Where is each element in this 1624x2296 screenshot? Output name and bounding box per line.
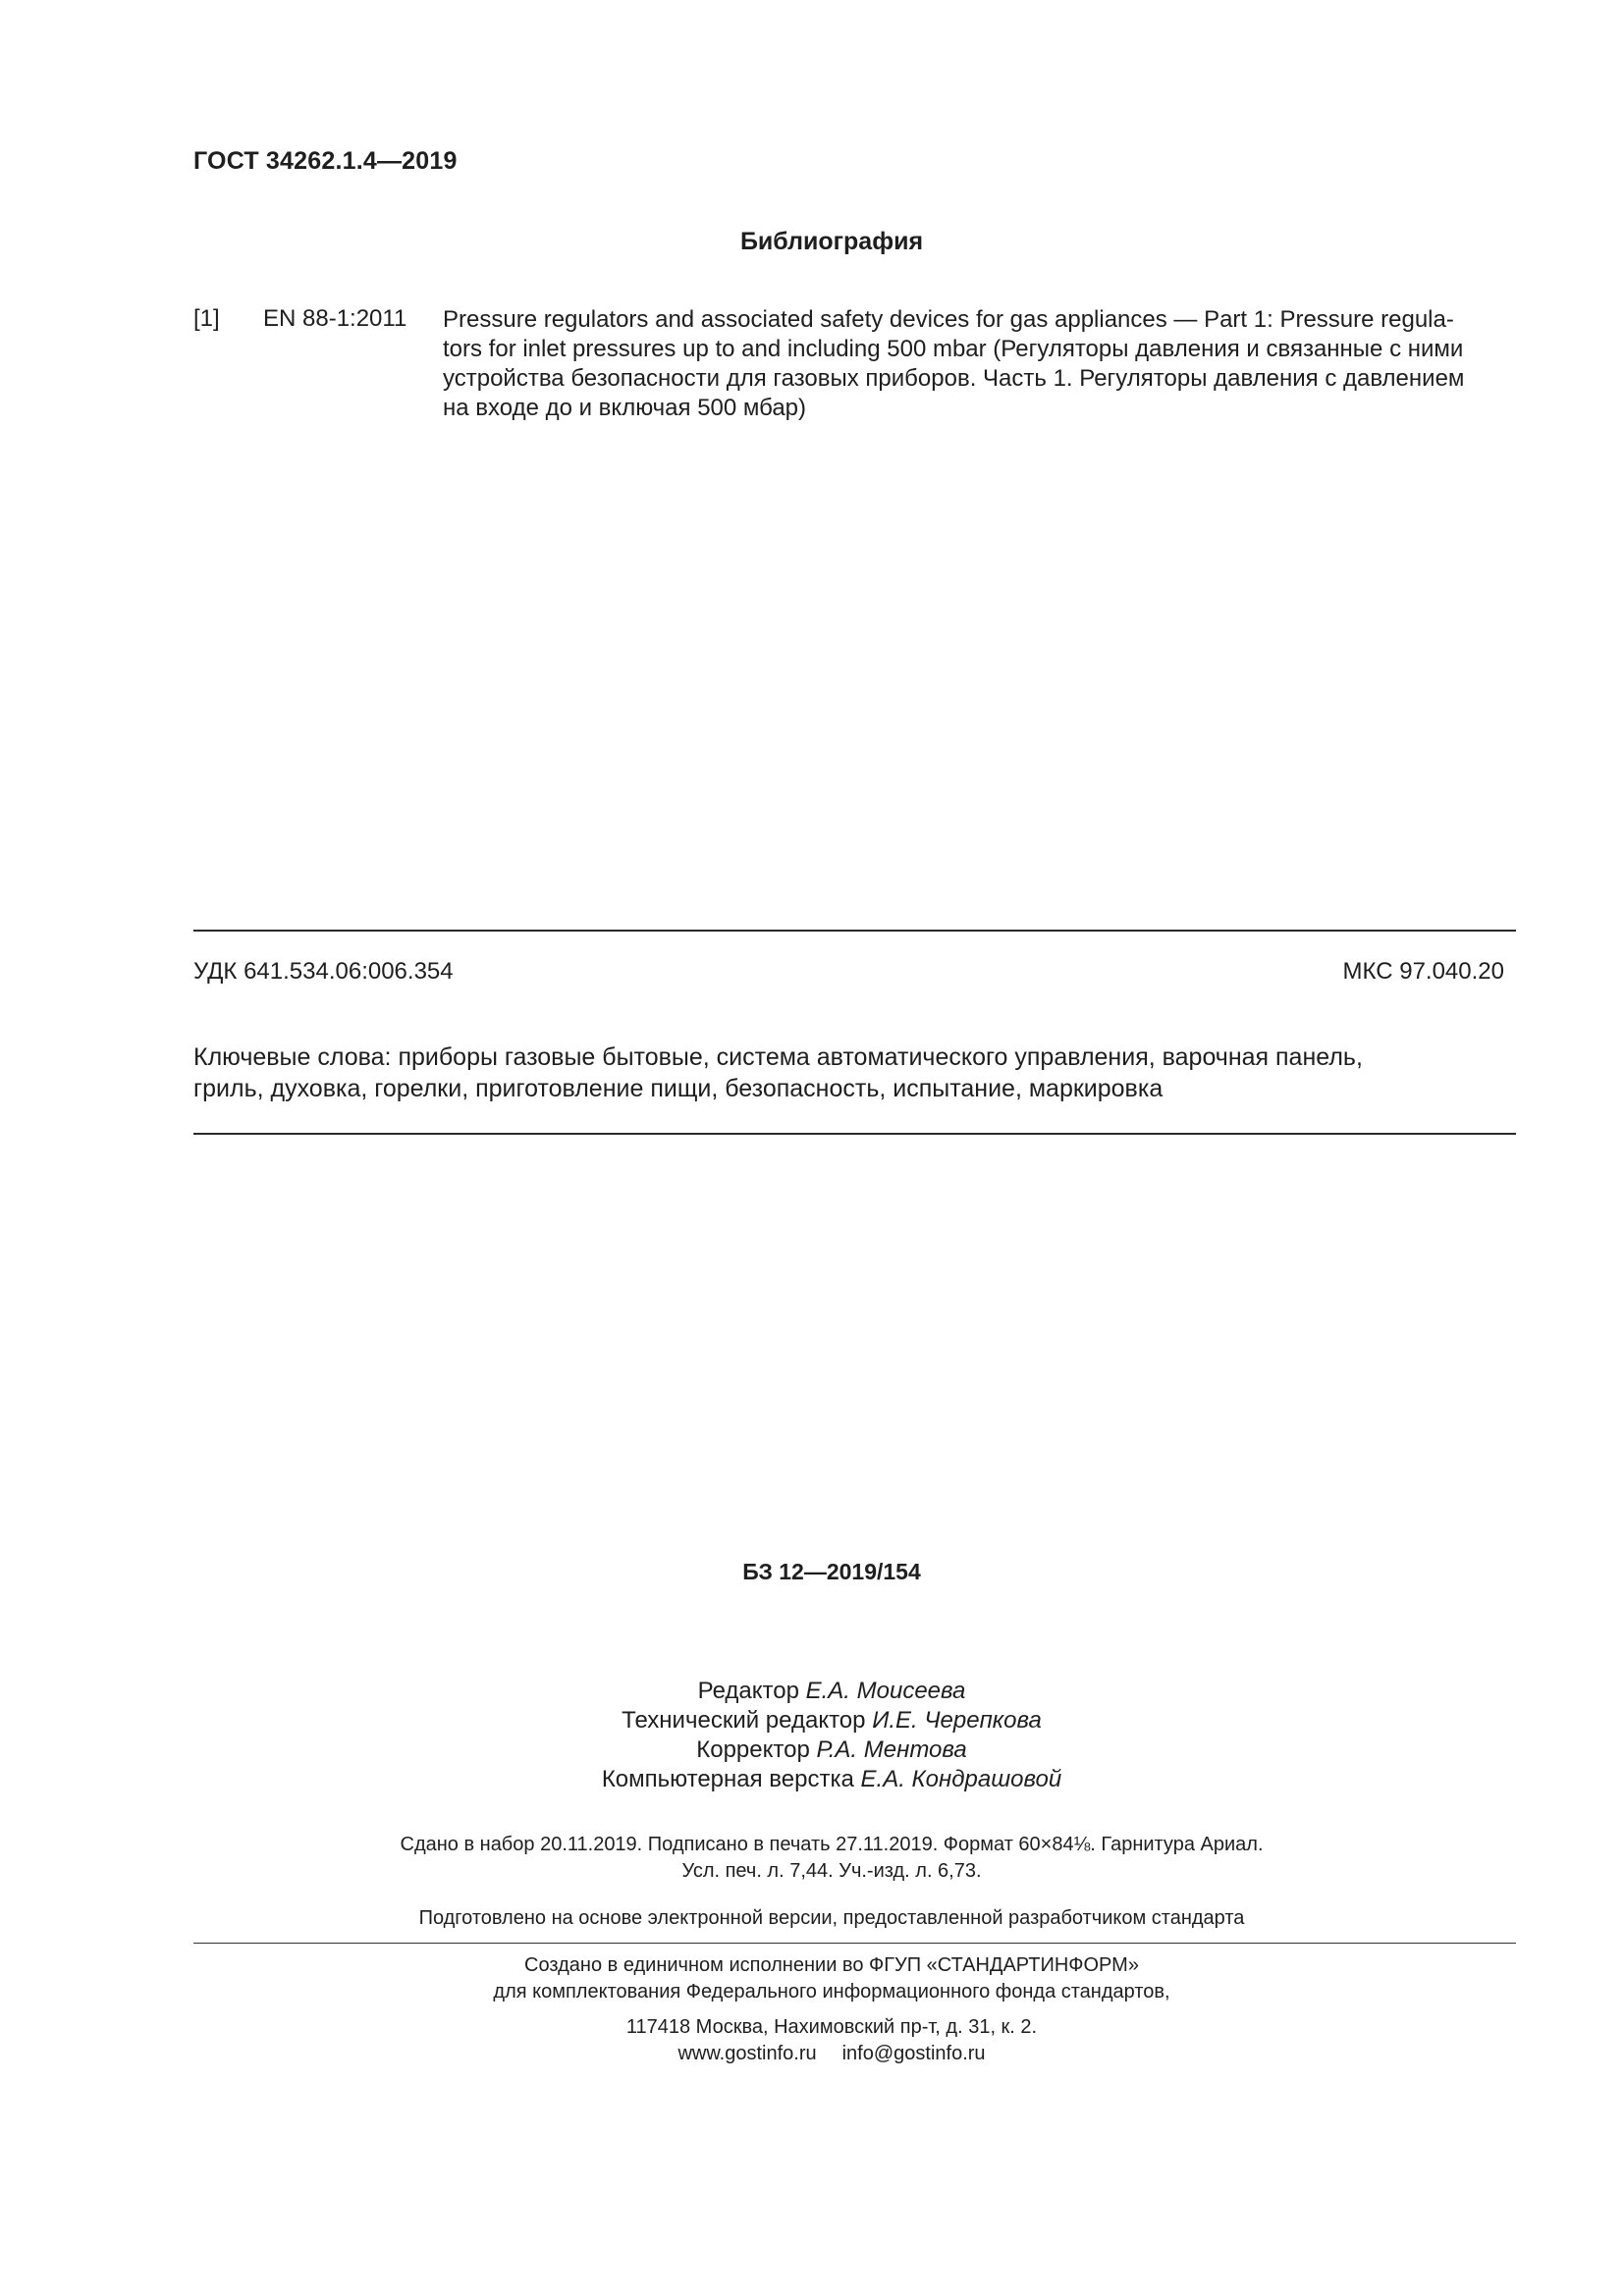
keywords: [193, 1041, 1529, 1104]
mks-code: МКС 97.040.20: [1342, 958, 1504, 985]
print-info-line: Усл. печ. л. 7,44. Уч.-изд. л. 6,73.: [681, 1860, 982, 1882]
bottom-divider: [193, 1133, 1516, 1135]
keywords-line: Ключевые слова: приборы газовые бытовые, система автоматического управления, варочная панель,: [193, 1043, 1363, 1071]
staff-name: Е.А. Кондрашовой: [860, 1766, 1062, 1792]
imprint-divider: [193, 1943, 1516, 1944]
print-info: [0, 1832, 1624, 1885]
publisher-info: [0, 1952, 1624, 2005]
editorial-staff: [0, 1677, 1624, 1794]
top-divider: [193, 930, 1516, 932]
email-link[interactable]: info@gostinfo.ru: [841, 2043, 986, 2064]
website-link[interactable]: www.gostinfo.ru: [677, 2043, 817, 2064]
reference-title-line: Pressure regulators and associated safety devices for gas appliances — Part 1: Pressure regula-: [443, 306, 1454, 333]
bibliography-heading: Библиография: [739, 228, 924, 255]
staff-name: Р.А. Ментова: [816, 1736, 967, 1763]
contact-line: [39, 2041, 1624, 2067]
print-info-line: Сдано в набор 20.11.2019. Подписано в печать 27.11.2019. Формат 60×84⅛. Гарнитура Ариал.: [400, 1834, 1264, 1855]
staff-line: Технический редактор И.Е. Черепкова: [622, 1707, 1042, 1734]
publisher-address: [0, 2014, 1624, 2067]
reference-title-line: tors for inlet pressures up to and including 500 mbar (Регуляторы давления и связанные с ними: [443, 336, 1464, 362]
publisher-line: Создано в единичном исполнении во ФГУП «СТАНДАРТИНФОРМ»: [524, 1954, 1139, 1976]
reference-title-line: на входе до и включая 500 мбар): [443, 395, 807, 421]
staff-name: И.Е. Черепкова: [872, 1707, 1042, 1734]
staff-line: Корректор Р.А. Ментова: [696, 1736, 967, 1763]
prepared-note: Подготовлено на основе электронной версии, предоставленной разработчиком стандарта: [418, 1907, 1245, 1929]
reference-number: [1]: [193, 305, 220, 332]
address-line: 117418 Москва, Нахимовский пр-т, д. 31, к. 2.: [625, 2016, 1038, 2038]
reference-code: EN 88-1:2011: [263, 305, 407, 332]
keywords-line: гриль, духовка, горелки, приготовление пищи, безопасность, испытание, маркировка: [193, 1075, 1164, 1102]
staff-line: Редактор Е.А. Моисеева: [697, 1678, 966, 1704]
bz-number: БЗ 12—2019/154: [742, 1559, 921, 1584]
document-id: ГОСТ 34262.1.4—2019: [193, 147, 458, 175]
reference-title: [443, 305, 1515, 423]
udk-code: УДК 641.534.06:006.354: [193, 958, 454, 985]
reference-title-line: устройства безопасности для газовых приборов. Часть 1. Регуляторы давления с давлением: [443, 365, 1465, 392]
publisher-line: для комплектования Федерального информационного фонда стандартов,: [493, 1981, 1170, 2002]
staff-line: Компьютерная верстка Е.А. Кондрашовой: [601, 1766, 1062, 1792]
staff-name: Е.А. Моисеева: [805, 1678, 966, 1704]
